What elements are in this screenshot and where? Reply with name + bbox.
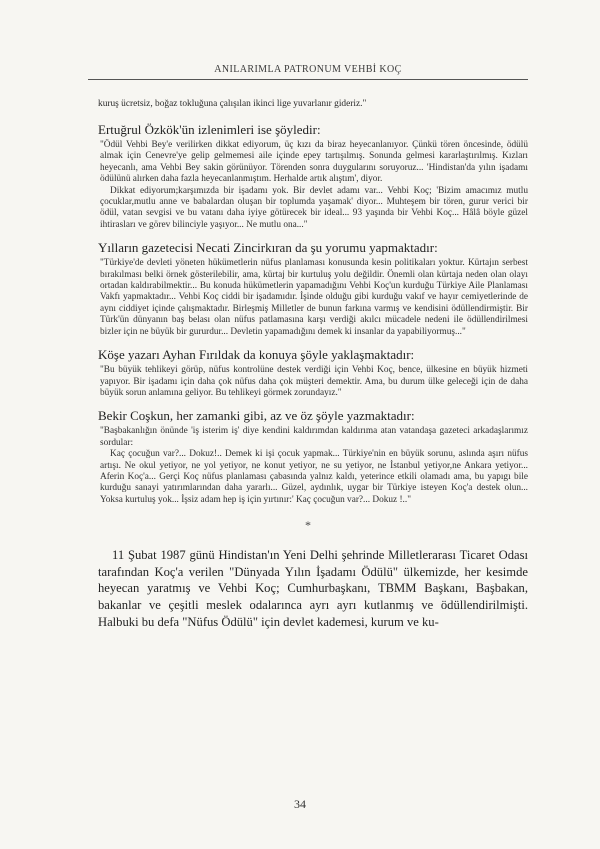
quote-section-ozkok	[88, 122, 528, 231]
quote-paragraph: "Bu büyük tehlikeyi görüp, nüfus kontrolüne destek verdiği için Vehbi Koç, bence, ülkesine en büyük hizmeti yapıyor. Bir işadamı için daha çok nüfus daha çok müşteri demektir. Ama, bu durum ülke geleceği için de daha büyük sorun anlamına geliyor. Bu tehlikeyi görmek zorundayız."	[100, 365, 528, 398]
quote-paragraph: Kaç çocuğun var?... Dokuz!.. Demek ki işi çocuk yapmak... Türkiye'nin en büyük sorunu, aslında aşırı nüfus artışı. Ne okul yetiyor, ne yol yetiyor, ne konut yetiyor, ne su yetiyor, ne İstanbul yetiyor,ne Ankara yetiyor... Aferin Koç'a... Gerçi Koç nüfus planlaması çabasında yalnız kaldı, yeterince etkili olamadı ama, bu yapıgı bile kurduğu sanayi yatırımlarından daha yararlı... Güzel, aydınlık, uygar bir Türkiye isteyen Koç'a destek olun... Yoksa kurtuluş yok... İşsiz adam hep iş için yırtınır:' Kaç çocuğun var?... Dokuz !.."	[100, 449, 528, 505]
quote-section-firildak	[88, 347, 528, 399]
running-header: ANILARIMLA PATRONUM VEHBİ KOÇ	[214, 64, 402, 75]
section-heading: Köşe yazarı Ayhan Fırıldak da konuya şöyle yaklaşmaktadır:	[98, 347, 415, 363]
section-heading: Ertuğrul Özkök'ün izlenimleri ise şöyledir:	[98, 122, 321, 137]
page-content	[88, 98, 528, 630]
quote-paragraph: "Başbakanlığın önünde 'iş isterim iş' diye kendini kaldırımdan kaldırıma atan vatandaşa gazeteci arkadaşlarımız sordular:	[100, 426, 528, 448]
quote-section-coskun	[88, 408, 528, 506]
closing-paragraph: 11 Şubat 1987 günü Hindistan'ın Yeni Delhi şehrinde Milletlerarası Ticaret Odası tarafından Koç'a verilen "Dünyada Yılın İşadamı Ödülü" ülkemizde, her kesimde heyecan yaratmış ve Vehbi Koç; Cumhurbaşkanı, TBMM Başkanı, Başbakan, bakanlar ve çeşitli meslek odalarınca ayrı ayrı kutlanmış ve ödüllendirilmişti. Halbuki bu defa "Nüfus Ödülü" için devlet kademesi, kurum ve ku-	[98, 548, 528, 629]
quote-paragraph: Dikkat ediyorum;karşımızda bir işadamı yok. Bir devlet adamı var... Vehbi Koç; 'Bizim amacımız mutlu çocuklar,mutlu anne ve babalardan oluşan bir toplumda yaşamak' diyor... Muhteşem bir tören, gurur verici bir ödül, vatan sevgisi ve bu vatanı daha iyiye götürecek bir ideal... 93 yaşında bir Vehbi Koç... Hâlâ böyle güzel ihtirasları ve görev bilinciyle yaşıyor... Ne mutlu ona..."	[100, 185, 528, 230]
quote-paragraph: "Ödül Vehbi Bey'e verilirken dikkat ediyorum, üç kızı da biraz heyecanlanıyor. Çünkü tören öncesinde, ödülü almak için Cenevre'ye gelip gelmemesi aile içinde epey tartışılmış. Sonunda gelmesi kararlaştırılmış. Kızları heyecanlı, ama Vehbi Bey sakin görünüyor. Törenden sonra duygularını soruyoruz... 'Hindistan'da yılın işadamı ödülünü alırken daha fazla heyecanlanmıştım. Herhalde artık alıştım', diyor.	[100, 140, 528, 185]
section-heading: Yılların gazetecisi Necati Zincirkıran da şu yorumu yapmaktadır:	[98, 240, 438, 256]
quote-paragraph: "Türkiye'de devleti yöneten hükümetlerin nüfus planlaması konusunda kesin politikaları yoktur. Kürtajın serbest bırakılması belki örnek gösterilebilir, ama, kürtaj bir kurtuluş yolu değildir. Önemli olan kürtaja neden olan olayı ortadan kaldırabilmektir... Bu konuda hükümetlerin yapamadığını Vehbi Koç'un kurduğu Türkiye Aile Planlaması Vakfı yapmaktadır... Vehbi Koç ciddi bir işadamıdır. İşinde olduğu gibi kurduğu vakıf ve hayır cemiyetlerinde de aynı ciddiyet içinde çalışmaktadır. Birleşmiş Milletler de bunun farkına varmış ve kendisini ödüllendirmiştir. Bir Türk'ün dünyanın baş belası olan nüfus patlamasına karşı verdiği akılcı mücadele nedeni ile ödüllendirilmesi bizler için ne büyük bir gururdur... Devletin yapamadığını demek ki insanlar da yapabiliyormuş..."	[100, 258, 528, 337]
section-heading: Bekir Coşkun, her zamanki gibi, az ve öz şöyle yazmaktadır:	[98, 408, 415, 424]
section-separator: *	[305, 518, 311, 533]
page-number: 34	[294, 797, 306, 811]
quote-section-zincirkiran	[88, 240, 528, 338]
continued-paragraph: kuruş ücretsiz, boğaz tokluğuna çalışılan ikinci lige yuvarlanır gideriz."	[98, 99, 367, 109]
header-rule	[88, 79, 528, 80]
